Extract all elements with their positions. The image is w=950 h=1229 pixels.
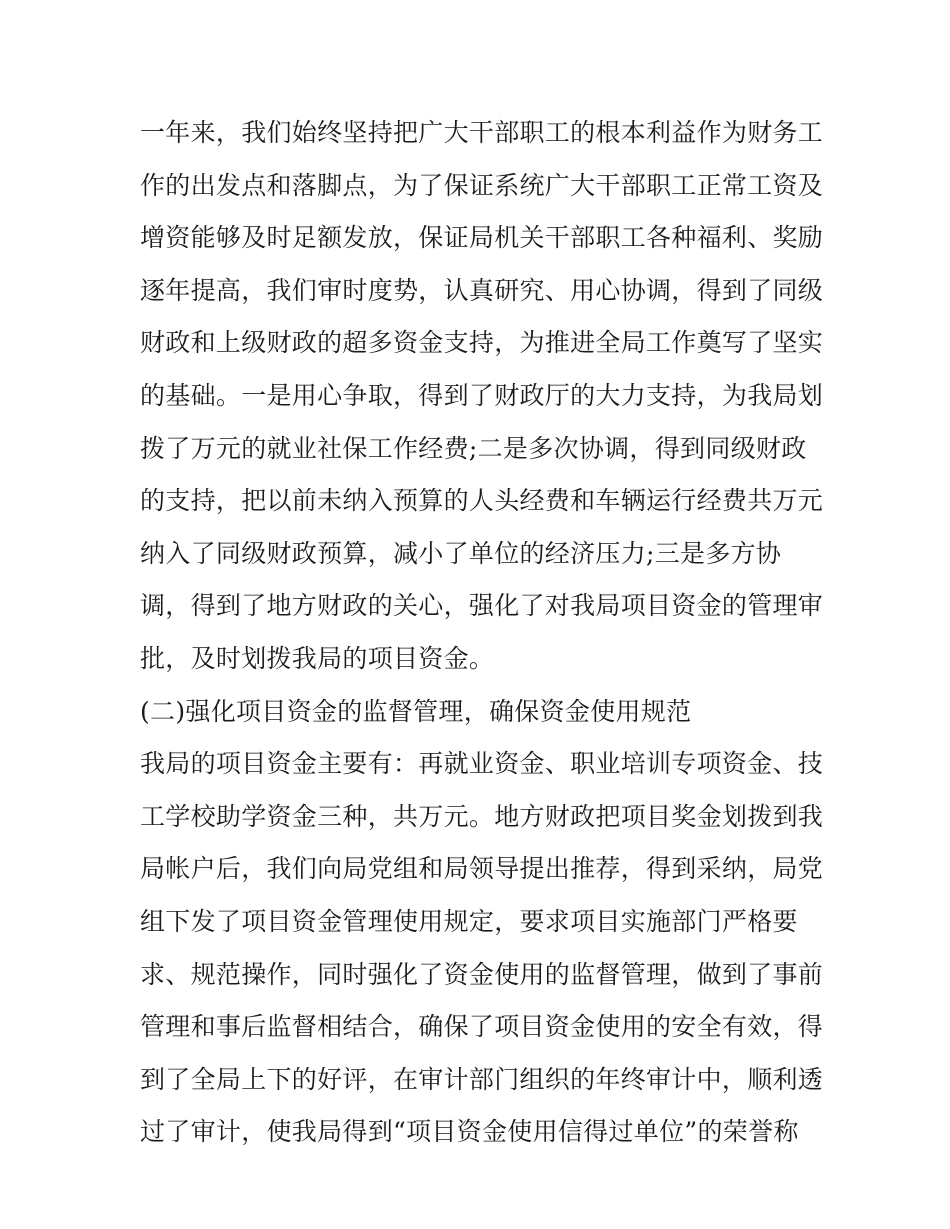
text-line: 拨了万元的就业社保工作经费;二是多次协调，得到同级财政	[140, 433, 807, 463]
text-line: 一年来，我们始终坚持把广大干部职工的根本利益作为财务工	[140, 118, 824, 147]
section-heading: (二)强化项目资金的监督管理，确保资金使用规范	[140, 696, 692, 726]
text-line: 过了审计，使我局得到“项目资金使用信得过单位”的荣誉称	[140, 1117, 799, 1147]
text-line: 调，得到了地方财政的关心，强化了对我局项目资金的管理审	[140, 591, 824, 621]
text-line: 逐年提高，我们审时度势，认真研究、用心协调，得到了同级	[140, 275, 824, 305]
text-line: 组下发了项目资金管理使用规定，要求项目实施部门严格要	[140, 906, 798, 936]
text-line: 作的出发点和落脚点，为了保证系统广大干部职工正常工资及	[140, 170, 824, 200]
text-line: 的基础。一是用心争取，得到了财政厅的大力支持，为我局划	[140, 380, 824, 410]
text-line: 批，及时划拨我局的项目资金。	[140, 643, 495, 673]
text-line: 我局的项目资金主要有：再就业资金、职业培训专项资金、技	[140, 749, 824, 779]
text-line: 增资能够及时足额发放，保证局机关干部职工各种福利、奖励	[140, 223, 824, 253]
text-line: 工学校助学资金三种，共万元。地方财政把项目奖金划拨到我	[140, 801, 824, 831]
text-line: 的支持，把以前未纳入预算的人头经费和车辆运行经费共万元	[140, 486, 824, 516]
text-line: 管理和事后监督相结合，确保了项目资金使用的安全有效，得	[140, 1012, 824, 1042]
text-line: 财政和上级财政的超多资金支持，为推进全局工作奠写了坚实	[140, 328, 824, 358]
body-text	[140, 107, 830, 1159]
text-line: 到了全局上下的好评，在审计部门组织的年终审计中，顺利透	[140, 1064, 824, 1094]
text-line: 纳入了同级财政预算，减小了单位的经济压力;三是多方协	[140, 538, 782, 568]
text-line: 求、规范操作，同时强化了资金使用的监督管理，做到了事前	[140, 959, 824, 989]
text-line: 局帐户后，我们向局党组和局领导提出推荐，得到采纳，局党	[140, 854, 824, 884]
